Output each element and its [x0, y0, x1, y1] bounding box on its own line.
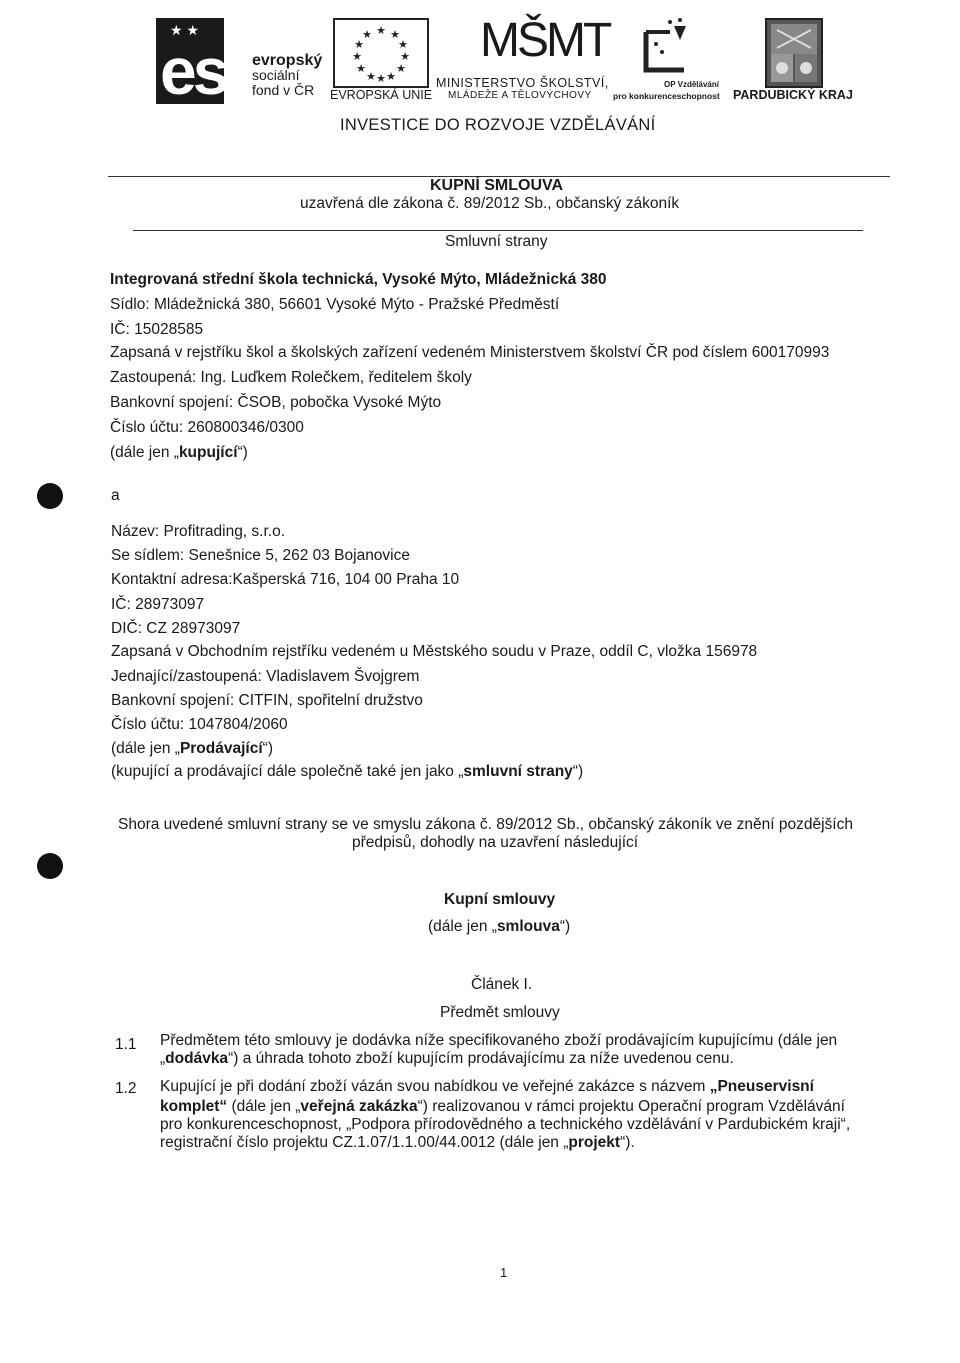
parties-heading: Smluvní strany	[445, 233, 548, 250]
op-caption-line-2: pro konkurenceschopnost	[613, 91, 720, 101]
seller-name: Název: Profitrading, s.r.o.	[111, 523, 286, 540]
punch-hole	[37, 853, 63, 879]
clause-1-2-l4-pre: registrační číslo projektu CZ.1.07/1.1.00/44.0012 (dále jen „	[160, 1134, 569, 1151]
clause-1-1-pre: „	[160, 1050, 166, 1067]
seller-dic: DIČ: CZ 28973097	[111, 620, 241, 637]
buyer-bank: Bankovní spojení: ČSOB, pobočka Vysoké Mýto	[110, 394, 442, 411]
esf-caption-line-1: evropský	[252, 52, 323, 69]
parties-alias	[111, 763, 583, 781]
divider	[133, 230, 863, 231]
svg-text:★: ★	[376, 72, 386, 85]
contract-alias-pre: (dále jen „	[428, 918, 497, 935]
agreement-line-1: Shora uvedené smluvní strany se ve smyslu zákona č. 89/2012 Sb., občanský zákoník ve znění pozdějších	[118, 816, 853, 833]
buyer-ic: IČ: 15028585	[110, 321, 204, 338]
clause-1-2-term: „Pneuservisní	[709, 1078, 814, 1095]
svg-text:★: ★	[400, 50, 410, 63]
op-caption-line-1: OP Vzdělávání	[664, 80, 719, 89]
op-logo-icon	[640, 18, 692, 76]
clause-1-1-line-1: Předmětem této smlouvy je dodávka níže specifikovaného zboží prodávajícím kupujícímu (dále jen	[160, 1032, 838, 1049]
esf-caption	[252, 53, 322, 98]
esf-caption-line-3: fond v ČR	[252, 82, 315, 98]
clause-1-2-line-4	[160, 1134, 635, 1152]
clause-1-2-pre: Kupující je při dodání zboží vázán svou nabídkou ve veřejné zakázce s názvem	[160, 1078, 710, 1095]
page-number: 1	[500, 1265, 508, 1280]
svg-text:★: ★	[366, 70, 376, 83]
svg-text:★: ★	[356, 62, 366, 75]
seller-acting: Jednající/zastoupená: Vladislavem Švojgrem	[111, 668, 420, 685]
seller-alias-pre: (dále jen „	[111, 740, 180, 757]
clause-1-2-line-3: pro konkurenceschopnost, „Podpora přírodovědného a technického vzdělávání v Pardubickém kraji“,	[160, 1116, 851, 1133]
parties-alias-post: “)	[572, 763, 584, 780]
kraj-label: PARDUBICKÝ KRAJ	[733, 88, 853, 102]
buyer-seat: Sídlo: Mládežnická 380, 56601 Vysoké Mýto - Pražské Předměstí	[110, 296, 560, 313]
contract-title: KUPNÍ SMLOUVA	[430, 177, 564, 194]
agreement-line-2: předpisů, dohodly na uzavření následující	[352, 834, 639, 851]
esf-caption-line-2: sociální	[252, 67, 300, 83]
seller-seat: Se sídlem: Senešnice 5, 262 03 Bojanovice	[111, 547, 410, 564]
clause-1-1-term: dodávka	[165, 1050, 229, 1067]
eu-flag-icon	[333, 18, 429, 88]
seller-alias-post: “)	[262, 740, 273, 757]
esf-logo-mark: esf	[160, 34, 244, 108]
svg-text:★: ★	[352, 50, 362, 63]
clause-number: 1.2	[115, 1080, 137, 1097]
buyer-alias-pre: (dále jen „	[110, 444, 179, 461]
clause-1-1-line-2	[160, 1050, 734, 1068]
svg-text:★: ★	[396, 62, 406, 75]
clause-1-2-line-2	[160, 1098, 845, 1116]
seller-ic: IČ: 28973097	[111, 596, 205, 613]
msmt-caption-line-1: MINISTERSTVO ŠKOLSTVÍ,	[436, 76, 609, 90]
seller-account: Číslo účtu: 1047804/2060	[111, 716, 288, 733]
svg-text:★: ★	[390, 28, 400, 41]
clause-1-2-term-2: veřejná zakázka	[300, 1098, 418, 1115]
buyer-alias	[110, 444, 248, 462]
article-number: Článek I.	[471, 976, 533, 993]
clause-1-2-mid: (dále jen „	[227, 1098, 301, 1115]
msmt-caption-line-2: MLÁDEŽE A TĚLOVÝCHOVY	[448, 90, 592, 101]
buyer-alias-post: “)	[237, 444, 248, 461]
seller-bank: Bankovní spojení: CITFIN, spořitelní družstvo	[111, 692, 423, 709]
contract-subtitle: uzavřená dle zákona č. 89/2012 Sb., občanský zákoník	[300, 195, 680, 212]
parties-alias-pre: (kupující a prodávající dále společně také jen jako „	[111, 763, 464, 780]
star-icon: ★ ★	[170, 22, 199, 38]
seller-contact: Kontaktní adresa:Kašperská 716, 104 00 Praha 10	[111, 571, 460, 588]
punch-hole	[37, 483, 63, 509]
contract-alias-post: “)	[559, 918, 571, 935]
eu-label: EVROPSKÁ UNIE	[330, 88, 433, 102]
clause-1-2-post: “) realizovanou v rámci projektu Operační program Vzdělávání	[417, 1098, 845, 1115]
buyer-represented: Zastoupená: Ing. Luďkem Rolečkem, ředitelem školy	[110, 369, 472, 386]
contract-alias-term: smlouva	[496, 918, 560, 935]
clause-1-2-l4-post: “).	[620, 1134, 635, 1151]
svg-text:★: ★	[386, 70, 396, 83]
seller-alias	[111, 740, 273, 758]
clause-number: 1.1	[115, 1036, 137, 1053]
conjunction: a	[111, 487, 120, 504]
clause-1-2-term-cont: komplet“	[160, 1098, 228, 1115]
article-title: Předmět smlouvy	[440, 1004, 560, 1021]
buyer-account: Číslo účtu: 260800346/0300	[110, 419, 304, 436]
buyer-name: Integrovaná střední škola technická, Vysoké Mýto, Mládežnická 380	[110, 271, 607, 288]
svg-text:★: ★	[398, 38, 408, 51]
contract-type-alias	[428, 918, 570, 936]
parties-alias-term: smluvní strany	[463, 763, 573, 780]
investice-slogan: INVESTICE DO ROZVOJE VZDĚLÁVÁNÍ	[340, 116, 656, 134]
clause-1-1-post: “) a úhrada tohoto zboží kupujícím prodávajícímu za níže uvedenou cenu.	[228, 1050, 734, 1067]
msmt-logo: MŠMT	[480, 14, 610, 67]
svg-text:★: ★	[354, 38, 364, 51]
seller-alias-term: Prodávající	[179, 740, 263, 757]
contract-type-heading: Kupní smlouvy	[444, 891, 556, 908]
buyer-alias-term: kupující	[178, 444, 238, 461]
buyer-registry: Zapsaná v rejstříku škol a školských zařízení vedeném Ministerstvem školství ČR pod číslem 600170993	[110, 344, 830, 361]
pardubice-coat-of-arms-icon	[765, 18, 823, 88]
svg-text:★: ★	[376, 24, 386, 37]
svg-text:★: ★	[362, 28, 372, 41]
clause-1-2-line-1	[160, 1078, 814, 1096]
seller-registry: Zapsaná v Obchodním rejstříku vedeném u Městského soudu v Praze, oddíl C, vložka 156978	[111, 643, 758, 660]
clause-1-2-l4-term: projekt	[568, 1134, 621, 1151]
